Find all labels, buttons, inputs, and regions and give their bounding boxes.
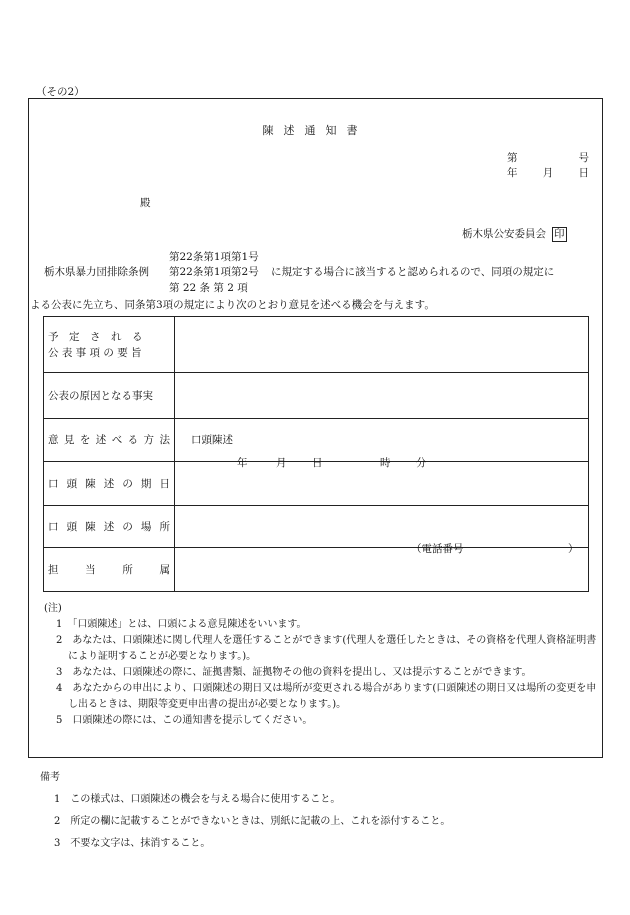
label-cell (44, 547, 175, 591)
notes-heading: (注) (44, 603, 62, 614)
issuer-line (462, 226, 567, 242)
article-option-3: 第 22 条 第 2 項 (169, 282, 248, 294)
notes-section (44, 601, 604, 729)
label-line: 予 定 さ れ る (48, 330, 143, 343)
label-text: 意 見 を 述 べ る 方 法 (48, 434, 170, 447)
table-row (44, 317, 589, 373)
label-cell: 公表の原因となる事実 (44, 373, 175, 419)
hearing-place-field[interactable] (175, 505, 589, 547)
issuer-name: 栃木県公安委員会 (462, 228, 546, 240)
table-row (44, 505, 589, 547)
label-cell (44, 461, 175, 505)
label-text: 担 当 所 属 (48, 563, 170, 576)
table-row (44, 373, 589, 419)
note-item: 4 あなたからの申出により、口頭陳述の期日又は場所が変更される場合があります(口頭陳述の期日又は場所の変更を申し出るときは、期限等変更申出書の提出が必要となります。)。 (56, 683, 597, 710)
body-line-2: よる公表に先立ち、同条第3項の規定により次のとおり意見を述べる機会を与えます。 (30, 299, 435, 311)
label-line: 公 表 事 項 の 要 旨 (48, 346, 142, 359)
cause-facts-field[interactable] (175, 373, 589, 419)
hearing-month: 月 (276, 456, 287, 469)
clause-tail: に規定する場合に該当すると認められるので、同項の規定に (271, 266, 555, 278)
number-prefix: 第 (507, 152, 518, 164)
label-cell (44, 419, 175, 461)
date-year: 年 (507, 167, 518, 179)
table-row (44, 547, 589, 591)
phone-close: ） (568, 542, 579, 555)
ordinance-name: 栃木県暴力団排除条例 (44, 266, 149, 278)
hearing-date-field[interactable] (175, 456, 589, 505)
remark-item: 1 この様式は、口頭陳述の機会を与える場合に使用すること。 (54, 794, 341, 805)
document-title: 陳述通知書 (262, 124, 368, 137)
document-number-line (507, 150, 589, 165)
article-option-2: 第22条第1項第2号 (169, 266, 259, 278)
hearing-day: 日 (312, 456, 323, 469)
note-item: 1 「口頭陳述」とは、口頭による意見陳述をいいます。 (56, 619, 307, 630)
date-month: 月 (542, 167, 554, 179)
hearing-year: 年 (237, 456, 248, 469)
note-item: 5 口頭陳述の際には、この通知書を提示してください。 (56, 715, 313, 726)
hearing-minute: 分 (416, 456, 427, 469)
note-item: 2 あなたは、口頭陳述に関し代理人を選任することができます(代理人を選任したときは、その資格を代理人資格証明書により証明することが必要となります。)。 (56, 635, 597, 662)
method-value: 口頭陳述 (191, 434, 233, 447)
date-day: 日 (578, 167, 589, 179)
form-number: （その2） (36, 86, 85, 98)
table-row (44, 461, 589, 505)
remark-item: 2 所定の欄に記載することができないときは、別紙に記載の上、これを添付すること。 (54, 816, 451, 827)
label-text: 口 頭 陳 述 の 場 所 (48, 520, 170, 533)
addressee-suffix: 殿 (140, 197, 151, 209)
label-cell (44, 505, 175, 547)
article-option-1: 第22条第1項第1号 (169, 251, 259, 263)
remark-item: 3 不要な文字は、抹消すること。 (54, 838, 211, 849)
phone-open: （電話番号 (411, 542, 464, 555)
note-item: 3 あなたは、口頭陳述の際に、証拠書類、証拠物その他の資料を提出し、又は提示することができます。 (56, 667, 532, 678)
publication-summary-field[interactable] (175, 317, 589, 373)
document-date-line (507, 165, 589, 180)
department-field[interactable] (175, 542, 589, 591)
number-suffix: 号 (578, 152, 589, 164)
remarks-section (40, 767, 600, 855)
notice-table (43, 316, 589, 592)
seal-mark: 印 (554, 228, 565, 240)
label-text: 口 頭 陳 述 の 期 日 (48, 477, 170, 490)
remarks-heading: 備考 (40, 772, 60, 783)
hearing-hour: 時 (380, 456, 391, 469)
label-cell (44, 317, 175, 373)
